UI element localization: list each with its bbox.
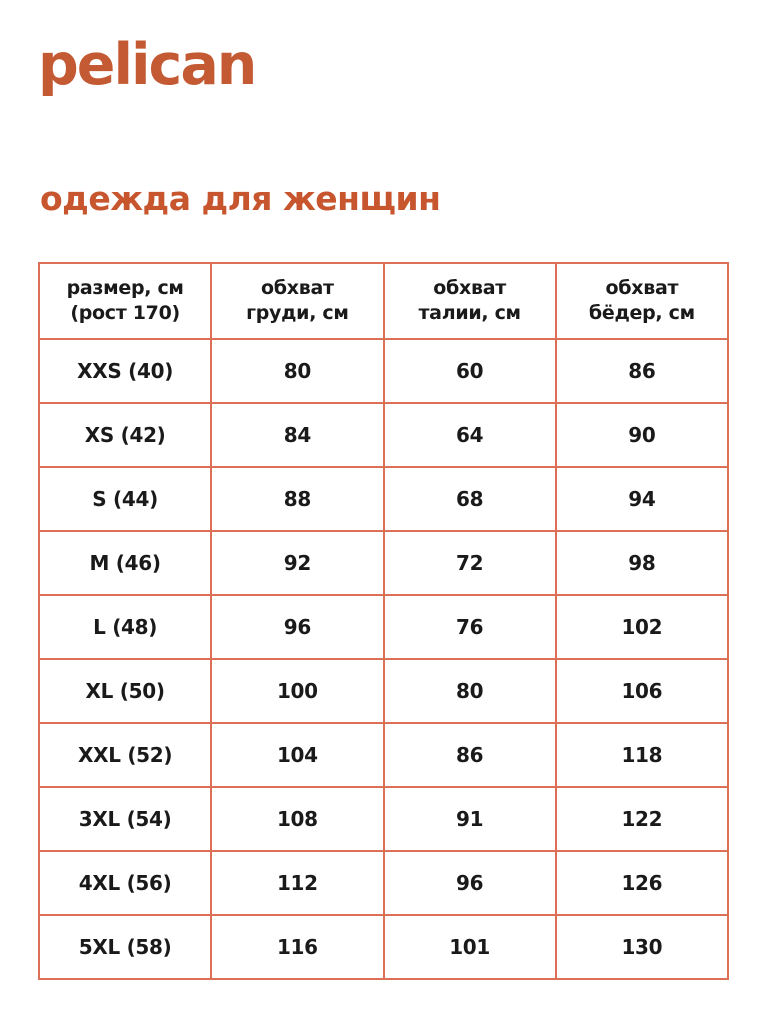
col-header-waist [384,263,556,339]
hips-cell: 94 [556,467,728,531]
chest-cell: 104 [211,723,383,787]
table-row [39,851,728,915]
col-header-hips-line1: обхват [605,277,679,300]
waist-cell: 101 [384,915,556,979]
table-row [39,403,728,467]
hips-cell: 118 [556,723,728,787]
col-header-hips [556,263,728,339]
waist-cell: 96 [384,851,556,915]
table-row [39,915,728,979]
waist-cell: 91 [384,787,556,851]
size-cell: L (48) [39,595,211,659]
hips-cell: 122 [556,787,728,851]
col-header-waist-line1: обхват [433,277,506,300]
hips-cell: 98 [556,531,728,595]
size-table [38,262,729,980]
page-title: одежда для женщин [40,179,441,218]
table-row [39,595,728,659]
col-header-size [39,263,211,339]
waist-cell: 64 [384,403,556,467]
waist-cell: 76 [384,595,556,659]
waist-cell: 86 [384,723,556,787]
waist-cell: 60 [384,339,556,403]
col-header-hips-line2: бёдер, см [588,302,695,324]
header-row [39,263,728,339]
size-cell: S (44) [39,467,211,531]
size-cell: 4XL (56) [39,851,211,915]
size-cell: M (46) [39,531,211,595]
size-cell: XXS (40) [39,339,211,403]
chest-cell: 116 [211,915,383,979]
col-header-chest-line1: обхват [261,277,334,300]
chest-cell: 100 [211,659,383,723]
col-header-size-line2: (рост 170) [70,302,180,324]
waist-cell: 80 [384,659,556,723]
hips-cell: 90 [556,403,728,467]
size-cell: XXL (52) [39,723,211,787]
col-header-chest-line2: груди, см [246,302,349,324]
col-header-chest [211,263,383,339]
hips-cell: 106 [556,659,728,723]
table-row [39,659,728,723]
waist-cell: 68 [384,467,556,531]
table-row [39,339,728,403]
chest-cell: 84 [211,403,383,467]
chest-cell: 96 [211,595,383,659]
table-row [39,723,728,787]
size-chart [38,262,729,980]
size-cell: XL (50) [39,659,211,723]
hips-cell: 126 [556,851,728,915]
chest-cell: 80 [211,339,383,403]
table-row [39,787,728,851]
size-table-header [39,263,728,339]
chest-cell: 112 [211,851,383,915]
chest-cell: 88 [211,467,383,531]
size-cell: XS (42) [39,403,211,467]
size-cell: 3XL (54) [39,787,211,851]
col-header-size-line1: размер, см [66,277,184,300]
table-row [39,467,728,531]
hips-cell: 102 [556,595,728,659]
chest-cell: 108 [211,787,383,851]
waist-cell: 72 [384,531,556,595]
hips-cell: 130 [556,915,728,979]
chest-cell: 92 [211,531,383,595]
table-row [39,531,728,595]
col-header-waist-line2: талии, см [418,302,521,324]
pelican-logo: pelican [38,32,256,98]
size-cell: 5XL (58) [39,915,211,979]
hips-cell: 86 [556,339,728,403]
size-table-body [39,339,728,979]
